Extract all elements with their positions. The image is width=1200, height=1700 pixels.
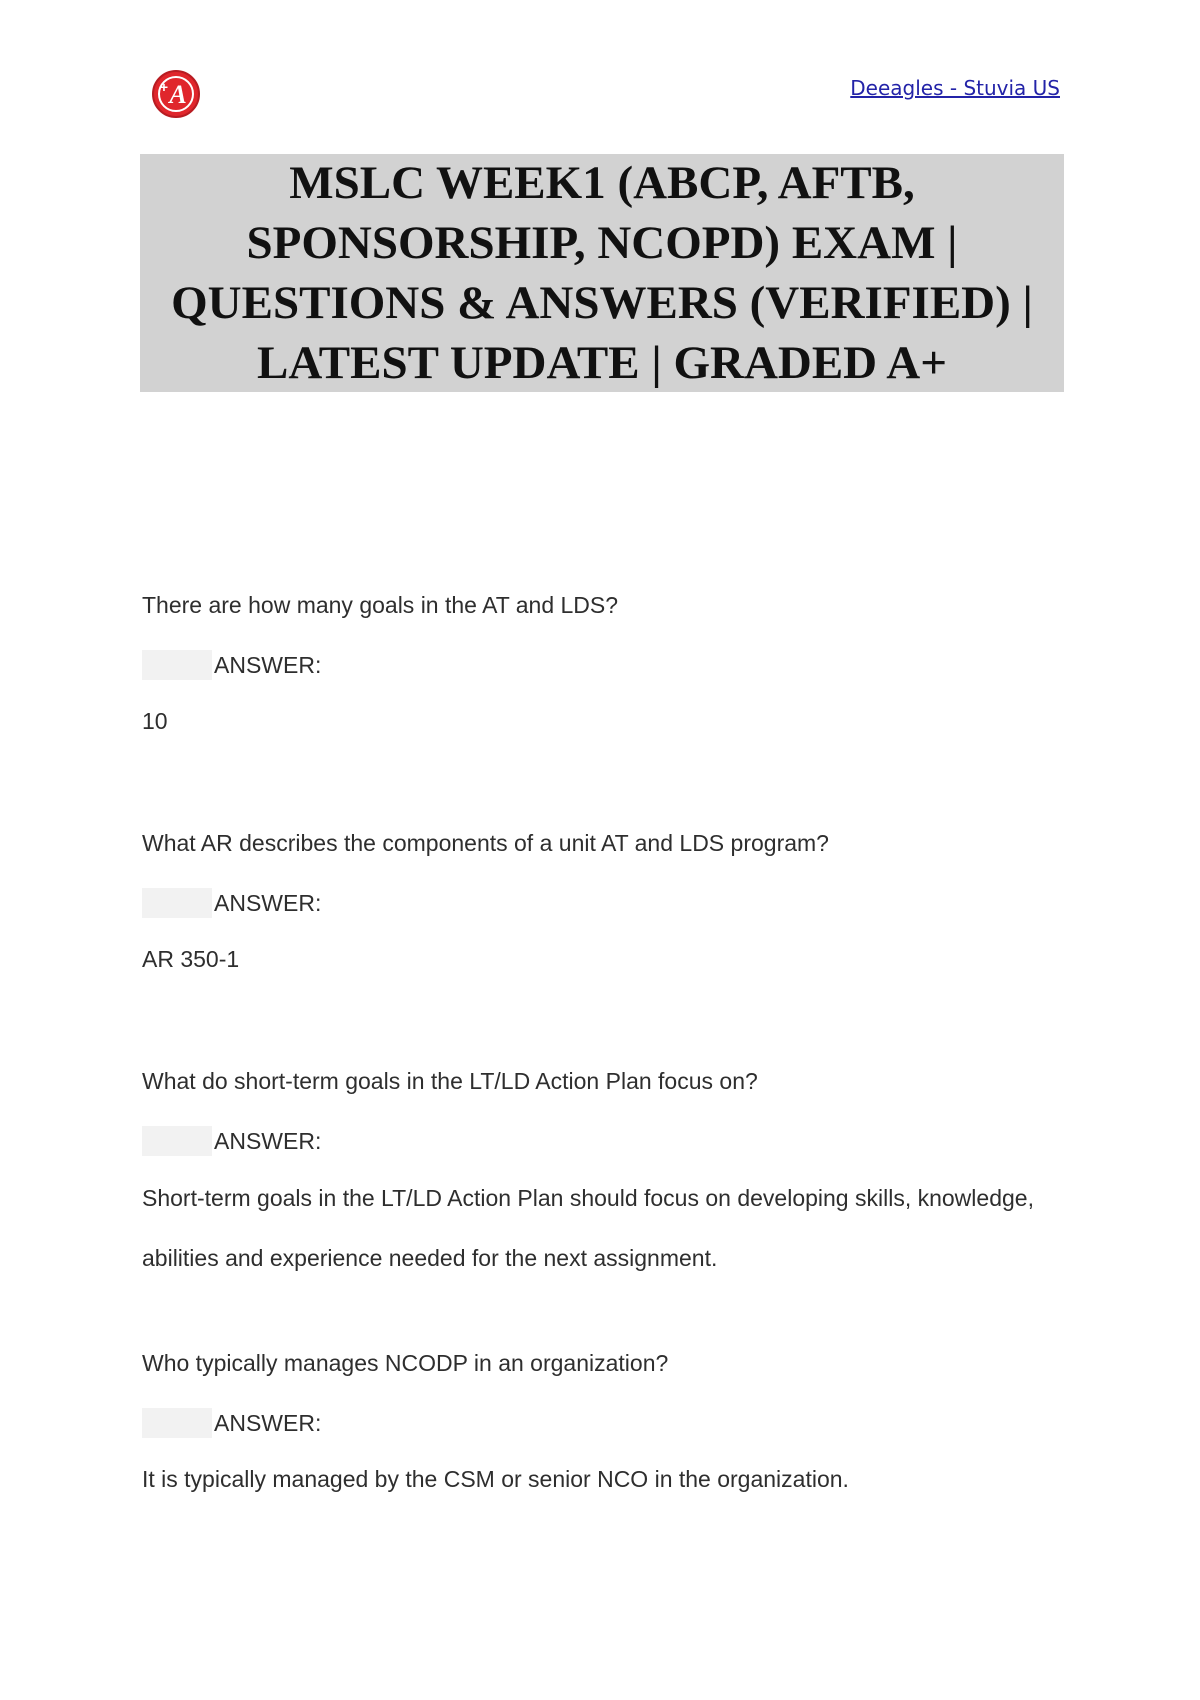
- question-text: What AR describes the components of a unit AT and LDS program?: [142, 830, 829, 856]
- question-text: Who typically manages NCODP in an organization?: [142, 1350, 669, 1376]
- answer-label: ANSWER:: [142, 650, 325, 680]
- svg-text:A: A: [169, 80, 187, 109]
- author-link[interactable]: Deeagles - Stuvia US: [850, 76, 1060, 100]
- document-title: MSLC WEEK1 (ABCP, AFTB, SPONSORSHIP, NCOPD) EXAM | QUESTIONS & ANSWERS (VERIFIED) | LATEST UPDATE | GRADED A+: [171, 157, 1033, 389]
- answer-label: ANSWER:: [142, 888, 325, 918]
- qa-list: [142, 590, 1062, 1494]
- answer-text: Short-term goals in the LT/LD Action Plan should focus on developing skills, knowledge, abilities and experience needed for the next assignment.: [142, 1185, 1034, 1271]
- question-text: What do short-term goals in the LT/LD Action Plan focus on?: [142, 1068, 758, 1094]
- qa-item: [142, 590, 1062, 736]
- svg-text:+: +: [159, 79, 169, 95]
- title-banner: [140, 154, 1064, 392]
- stuvia-logo-icon: [150, 68, 202, 120]
- qa-item: [142, 1348, 1062, 1494]
- answer-text: 10: [142, 708, 168, 734]
- answer-text: It is typically managed by the CSM or senior NCO in the organization.: [142, 1466, 849, 1492]
- question-text: There are how many goals in the AT and LDS?: [142, 592, 619, 618]
- answer-label: ANSWER:: [142, 1126, 325, 1156]
- answer-label: ANSWER:: [142, 1408, 325, 1438]
- qa-item: [142, 1066, 1062, 1288]
- qa-item: [142, 828, 1062, 974]
- answer-text: AR 350-1: [142, 946, 240, 972]
